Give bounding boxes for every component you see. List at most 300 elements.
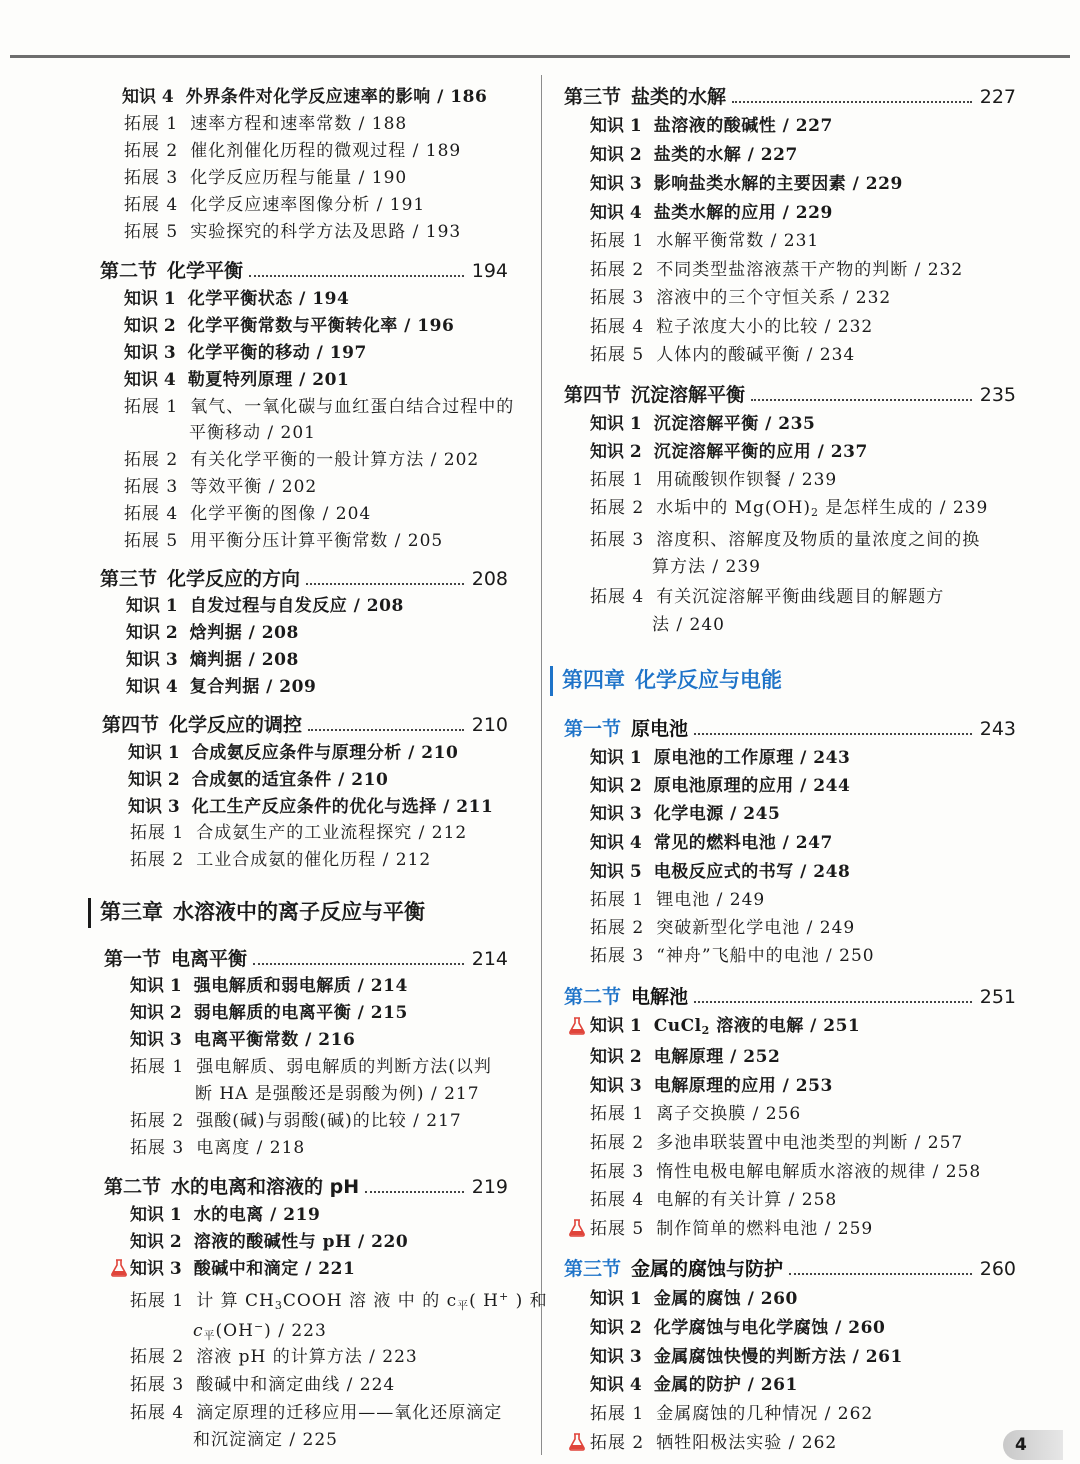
entry-title: “神舟”飞船中的电池 / 250 — [656, 946, 875, 966]
toc-entry[interactable] — [130, 1258, 355, 1280]
entry-label: 知识 2 — [128, 770, 180, 790]
toc-entry[interactable] — [124, 449, 479, 471]
toc-entry[interactable] — [124, 369, 349, 391]
entry-label: 拓展 5 — [590, 345, 645, 365]
entry-label: 拓展 3 — [590, 530, 645, 550]
toc-entry[interactable] — [130, 822, 467, 844]
entry-title: 多池串联装置中电池类型的判断 / 257 — [656, 1133, 964, 1153]
section-page: 235 — [979, 384, 1016, 406]
section-title: 原电池 — [631, 718, 689, 740]
entry-label: 知识 1 — [590, 116, 642, 136]
entry-title: 电解原理 / 252 — [653, 1047, 781, 1067]
entry-title: 水的电离 / 219 — [193, 1205, 321, 1225]
toc-entry[interactable] — [590, 1432, 837, 1454]
entry-title: 催化剂催化历程的微观过程 / 189 — [190, 141, 462, 161]
entry-title: 强电解质和弱电解质 / 214 — [193, 976, 408, 996]
flask-icon — [568, 1433, 586, 1451]
toc-entry[interactable] — [590, 1403, 873, 1425]
entry-title: 溶液 pH 的计算方法 / 223 — [196, 1347, 418, 1367]
entry-title: 化学反应速率图像分析 / 191 — [190, 195, 426, 215]
formula-part: c — [193, 1321, 204, 1341]
entry-title: 溶液的酸碱性与 pH / 220 — [193, 1232, 409, 1252]
entry-label: 拓展 3 — [124, 477, 179, 497]
entry-title: 复合判据 / 209 — [189, 677, 317, 697]
toc-entry[interactable] — [130, 1374, 395, 1396]
toc-entry[interactable] — [590, 115, 833, 137]
entry-label: 拓展 1 — [590, 890, 645, 910]
toc-entry[interactable] — [590, 413, 815, 435]
toc-entry[interactable] — [590, 144, 798, 166]
entry-title: 用平衡分压计算平衡常数 / 205 — [190, 531, 444, 551]
entry-title: 用硫酸钡作钡餐 / 239 — [656, 470, 838, 490]
entry-title: 外界条件对化学反应速率的影响 / 186 — [185, 87, 488, 107]
entry-label: 知识 1 — [124, 289, 176, 309]
entry-label: 拓展 2 — [590, 1133, 645, 1153]
leader-dots — [732, 101, 972, 103]
chapter-heading[interactable] — [550, 666, 782, 694]
toc-entry[interactable] — [590, 1374, 798, 1396]
toc-entry[interactable] — [590, 230, 819, 252]
entry-label: 知识 2 — [130, 1003, 182, 1023]
entry-label: 拓展 1 — [590, 1104, 645, 1124]
section-title: 盐类的水解 — [631, 86, 727, 108]
entry-title: 强电解质、弱电解质的判断方法(以判 — [196, 1057, 492, 1077]
entry-label: 知识 3 — [130, 1030, 182, 1050]
entry-label: 知识 3 — [590, 804, 642, 824]
formula-part: ) 和 — [509, 1291, 548, 1311]
entry-title: 化学腐蚀与电化学腐蚀 / 260 — [653, 1318, 886, 1338]
toc-entry[interactable] — [128, 769, 388, 791]
entry-title: 氧气、一氧化碳与血红蛋白结合过程中的 — [190, 397, 515, 417]
section-heading[interactable] — [100, 258, 508, 284]
entry-label: 拓展 4 — [590, 587, 645, 607]
toc-entry[interactable] — [124, 221, 461, 243]
entry-label: 拓展 5 — [124, 222, 179, 242]
toc-entry[interactable] — [590, 497, 988, 524]
entry-title: 盐类水解的应用 / 229 — [653, 203, 833, 223]
entry-title: 酸碱中和滴定曲线 / 224 — [196, 1375, 396, 1395]
section-title: 化学反应的调控 — [169, 714, 303, 736]
toc-entry[interactable] — [124, 113, 407, 135]
toc-entry[interactable] — [590, 1132, 963, 1154]
entry-label: 拓展 2 — [124, 450, 179, 470]
section-title: 化学平衡 — [167, 260, 244, 282]
toc-entry[interactable] — [126, 622, 299, 644]
leader-dots — [365, 1191, 464, 1193]
toc-entry[interactable] — [590, 259, 963, 281]
toc-entry[interactable] — [590, 586, 944, 608]
toc-entry[interactable] — [590, 1288, 798, 1310]
entry-label: 知识 1 — [130, 976, 182, 996]
entry-label: 拓展 1 — [590, 231, 645, 251]
toc-entry-continuation — [652, 556, 761, 578]
entry-title: 合成氨生产的工业流程探究 / 212 — [196, 823, 468, 843]
entry-label: 拓展 1 — [130, 1057, 185, 1077]
entry-label: 知识 1 — [590, 414, 642, 434]
entry-label: 拓展 1 — [590, 1404, 645, 1424]
toc-entry[interactable] — [590, 889, 765, 911]
entry-title — [193, 1321, 327, 1341]
toc-entry[interactable] — [130, 849, 431, 871]
toc-entry[interactable] — [126, 649, 299, 671]
toc-entry[interactable] — [590, 1046, 780, 1068]
section-heading[interactable] — [102, 712, 508, 738]
entry-label: 拓展 3 — [590, 1162, 645, 1182]
entry-label: 拓展 5 — [590, 1219, 645, 1239]
toc-entry[interactable] — [590, 1346, 903, 1368]
flask-icon — [568, 1017, 586, 1035]
entry-label: 知识 3 — [128, 797, 180, 817]
toc-entry[interactable] — [590, 316, 873, 338]
section-page: 194 — [471, 260, 508, 282]
entry-title: 常见的燃料电池 / 247 — [653, 833, 833, 853]
entry-label: 知识 3 — [124, 343, 176, 363]
formula-part: (OH — [215, 1321, 254, 1341]
toc-entry[interactable] — [590, 1317, 885, 1339]
entry-label: 拓展 3 — [130, 1138, 185, 1158]
toc-entry[interactable] — [590, 469, 837, 491]
leader-dots — [308, 729, 464, 731]
entry-title: 算方法 / 239 — [652, 557, 761, 577]
entry-label: 拓展 3 — [130, 1375, 185, 1395]
entry-title: 化学反应历程与能量 / 190 — [190, 168, 408, 188]
toc-entry[interactable] — [128, 796, 493, 818]
entry-title: 平衡移动 / 201 — [189, 423, 316, 443]
leader-dots — [694, 733, 972, 735]
entry-label: 知识 2 — [590, 1047, 642, 1067]
formula-part: 是怎样生成的 / 239 — [818, 498, 989, 518]
entry-title: 有关化学平衡的一般计算方法 / 202 — [190, 450, 480, 470]
toc-entry[interactable] — [130, 1137, 305, 1159]
entry-title: 化学平衡的图像 / 204 — [190, 504, 372, 524]
entry-title: 断 HA 是强酸还是弱酸为例) / 217 — [195, 1084, 480, 1104]
entry-label: 知识 2 — [590, 776, 642, 796]
toc-entry[interactable] — [590, 1161, 981, 1183]
entry-title: 熵判据 / 208 — [189, 650, 299, 670]
leader-dots — [751, 399, 972, 401]
entry-title: 离子交换膜 / 256 — [656, 1104, 802, 1124]
section-name: 第二节 — [100, 260, 158, 282]
toc-entry[interactable] — [124, 167, 407, 189]
entry-label: 拓展 2 — [130, 850, 185, 870]
chapter-title: 水溶液中的离子反应与平衡 — [173, 900, 425, 924]
subscript: 2 — [701, 1024, 710, 1037]
toc-entry[interactable] — [130, 1231, 408, 1253]
entry-title: 电解的有关计算 / 258 — [656, 1190, 838, 1210]
entry-title: 工业合成氨的催化历程 / 212 — [196, 850, 432, 870]
entry-label: 知识 2 — [126, 623, 178, 643]
entry-label: 知识 3 — [590, 174, 642, 194]
entry-title: 溶度积、溶解度及物质的量浓度之间的换 — [656, 530, 981, 550]
entry-title: 化学电源 / 245 — [653, 804, 781, 824]
entry-label: 知识 1 — [590, 748, 642, 768]
subscript: 平 — [457, 1299, 470, 1312]
section-name: 第四节 — [564, 384, 622, 406]
toc-entry[interactable] — [590, 747, 850, 769]
entry-title — [656, 498, 988, 518]
entry-title: 盐类的水解 / 227 — [653, 145, 798, 165]
section-heading[interactable] — [564, 716, 1016, 742]
formula-part: CuCl — [653, 1016, 702, 1036]
entry-title: 制作简单的燃料电池 / 259 — [656, 1219, 874, 1239]
toc-entry[interactable] — [126, 676, 316, 698]
leader-dots — [789, 1273, 972, 1275]
entry-label: 拓展 2 — [124, 141, 179, 161]
toc-entry[interactable] — [124, 194, 425, 216]
entry-label: 知识 2 — [590, 1318, 642, 1338]
entry-label: 知识 1 — [130, 1205, 182, 1225]
entry-label: 知识 4 — [126, 677, 178, 697]
entry-title: 电离平衡常数 / 216 — [193, 1030, 356, 1050]
formula-part: 水垢中的 Mg(OH) — [656, 498, 811, 518]
leader-dots — [694, 1001, 972, 1003]
section-name: 第四节 — [102, 714, 160, 736]
entry-label: 知识 2 — [124, 316, 176, 336]
toc-entry[interactable] — [590, 861, 850, 883]
toc-entry[interactable] — [128, 742, 458, 764]
subscript: 3 — [274, 1299, 283, 1312]
toc-entry[interactable] — [590, 529, 980, 551]
entry-label: 拓展 3 — [124, 168, 179, 188]
formula-part: 溶液的电解 / 251 — [709, 1016, 861, 1036]
entry-label: 知识 2 — [590, 442, 642, 462]
entry-label: 拓展 2 — [590, 918, 645, 938]
entry-label: 知识 3 — [130, 1259, 182, 1279]
entry-label: 拓展 3 — [590, 288, 645, 308]
section-page: 210 — [471, 714, 508, 736]
entry-label: 知识 1 — [590, 1016, 642, 1036]
section-name: 第一节 — [564, 718, 622, 740]
flask-icon — [568, 1219, 586, 1237]
entry-title: 金属腐蚀快慢的判断方法 / 261 — [653, 1347, 903, 1367]
entry-title: 化工生产反应条件的优化与选择 / 211 — [191, 797, 494, 817]
toc-entry-continuation — [189, 422, 316, 444]
entry-title: 金属腐蚀的几种情况 / 262 — [656, 1404, 874, 1424]
toc-entry[interactable] — [130, 1286, 548, 1317]
subscript: 平 — [203, 1329, 216, 1342]
entry-title: 惰性电极电解电解质水溶液的规律 / 258 — [656, 1162, 982, 1182]
toc-entry[interactable] — [590, 803, 780, 825]
toc-entry[interactable] — [124, 396, 514, 418]
entry-label: 知识 4 — [122, 87, 174, 107]
entry-label: 知识 5 — [590, 862, 642, 882]
section-heading[interactable] — [564, 1256, 1016, 1282]
toc-entry[interactable] — [590, 832, 833, 854]
entry-title: 焓判据 / 208 — [189, 623, 299, 643]
section-heading[interactable] — [100, 566, 508, 592]
entry-label: 拓展 2 — [590, 1433, 645, 1453]
chapter-name: 第三章 — [100, 900, 163, 924]
section-page: 243 — [979, 718, 1016, 740]
column-divider — [541, 75, 542, 1455]
entry-label: 拓展 4 — [124, 504, 179, 524]
toc-entry[interactable] — [124, 315, 454, 337]
section-page: 227 — [979, 86, 1016, 108]
entry-title: 盐溶液的酸碱性 / 227 — [653, 116, 833, 136]
toc-entry[interactable] — [124, 342, 367, 364]
entry-label: 知识 4 — [590, 833, 642, 853]
section-heading[interactable] — [564, 84, 1016, 110]
toc-entry[interactable] — [590, 202, 833, 224]
entry-label: 拓展 2 — [130, 1111, 185, 1131]
chapter-heading[interactable] — [88, 898, 425, 926]
formula-part: ( H — [469, 1291, 499, 1311]
toc-entry[interactable] — [590, 1103, 801, 1125]
entry-label: 拓展 2 — [590, 498, 645, 518]
toc-entry[interactable] — [590, 1075, 833, 1097]
entry-title: 酸碱中和滴定 / 221 — [193, 1259, 356, 1279]
toc-entry[interactable] — [590, 945, 875, 967]
entry-title: 和沉淀滴定 / 225 — [193, 1430, 338, 1450]
toc-entry[interactable] — [130, 1110, 462, 1132]
entry-title: 化学平衡的移动 / 197 — [187, 343, 367, 363]
entry-title: 牺牲阳极法实验 / 262 — [656, 1433, 838, 1453]
toc-entry[interactable] — [122, 86, 487, 108]
toc-entry[interactable] — [124, 140, 461, 162]
superscript: + — [499, 1290, 510, 1303]
toc-entry[interactable] — [590, 441, 868, 463]
toc-entry[interactable] — [130, 1346, 418, 1368]
entry-label: 知识 3 — [126, 650, 178, 670]
page-number-badge — [1003, 1430, 1063, 1460]
leader-dots — [249, 275, 464, 277]
toc-entry[interactable] — [130, 975, 408, 997]
subscript: 2 — [810, 506, 819, 519]
entry-title: 强酸(碱)与弱酸(碱)的比较 / 217 — [196, 1111, 462, 1131]
entry-label: 拓展 2 — [590, 260, 645, 280]
section-name: 第三节 — [100, 568, 158, 590]
entry-title: 自发过程与自发反应 / 208 — [189, 596, 404, 616]
entry-title: 电离度 / 218 — [196, 1138, 306, 1158]
entry-title: 合成氨反应条件与原理分析 / 210 — [191, 743, 459, 763]
entry-label: 拓展 1 — [124, 397, 179, 417]
toc-entry[interactable] — [124, 530, 443, 552]
section-page: 208 — [471, 568, 508, 590]
toc-entry[interactable] — [130, 1204, 320, 1226]
section-name: 第二节 — [564, 986, 622, 1008]
entry-label: 拓展 2 — [130, 1347, 185, 1367]
section-page: 251 — [979, 986, 1016, 1008]
entry-label: 拓展 4 — [590, 1190, 645, 1210]
toc-entry[interactable] — [124, 476, 317, 498]
toc-entry[interactable] — [130, 1002, 408, 1024]
entry-title — [196, 1291, 547, 1311]
toc-entry[interactable] — [124, 288, 349, 310]
formula-part: COOH 溶 液 中 的 c — [282, 1291, 458, 1311]
section-title: 沉淀溶解平衡 — [631, 384, 746, 406]
section-heading[interactable] — [104, 946, 508, 972]
formula-part: 计 算 CH — [196, 1291, 275, 1311]
toc-entry[interactable] — [130, 1402, 502, 1424]
top-rule — [10, 55, 1070, 58]
section-title: 电离平衡 — [171, 948, 248, 970]
entry-title: 化学平衡状态 / 194 — [187, 289, 350, 309]
flask-icon — [110, 1259, 128, 1277]
leader-dots — [306, 583, 464, 585]
entry-label: 知识 2 — [590, 145, 642, 165]
entry-title: 沉淀溶解平衡的应用 / 237 — [653, 442, 868, 462]
entry-label: 知识 3 — [590, 1347, 642, 1367]
toc-entry[interactable] — [590, 917, 855, 939]
section-name: 第三节 — [564, 1258, 622, 1280]
section-title: 金属的腐蚀与防护 — [631, 1258, 784, 1280]
entry-label: 拓展 1 — [130, 1291, 185, 1311]
toc-entry[interactable] — [130, 1056, 492, 1078]
toc-entry[interactable] — [590, 1189, 837, 1211]
toc-entry[interactable] — [124, 503, 371, 525]
entry-title: 沉淀溶解平衡 / 235 — [653, 414, 816, 434]
entry-title: 电解原理的应用 / 253 — [653, 1076, 833, 1096]
entry-label: 知识 1 — [128, 743, 180, 763]
section-heading[interactable] — [564, 382, 1016, 408]
formula-part: ) / 223 — [264, 1321, 327, 1341]
toc-entry[interactable] — [590, 775, 850, 797]
entry-title: 滴定原理的迁移应用——氧化还原滴定 — [196, 1403, 503, 1423]
entry-title: 水解平衡常数 / 231 — [656, 231, 820, 251]
chapter-name: 第四章 — [562, 668, 625, 692]
section-page: 219 — [471, 1176, 508, 1198]
toc-entry[interactable] — [590, 173, 903, 195]
entry-title: 有关沉淀溶解平衡曲线题目的解题方 — [656, 587, 945, 607]
entry-title: 人体内的酸碱平衡 / 234 — [656, 345, 856, 365]
leader-dots — [253, 963, 464, 965]
entry-title: 实验探究的科学方法及思路 / 193 — [190, 222, 462, 242]
entry-title: 弱电解质的电离平衡 / 215 — [193, 1003, 408, 1023]
section-page: 214 — [471, 948, 508, 970]
section-heading[interactable] — [104, 1174, 508, 1200]
entry-title: 粒子浓度大小的比较 / 232 — [656, 317, 874, 337]
entry-title: 合成氨的适宜条件 / 210 — [191, 770, 389, 790]
section-page: 260 — [979, 1258, 1016, 1280]
toc-entry[interactable] — [590, 1015, 860, 1042]
entry-title: 溶液中的三个守恒关系 / 232 — [656, 288, 892, 308]
entry-label: 知识 4 — [124, 370, 176, 390]
section-title: 化学反应的方向 — [167, 568, 301, 590]
toc-entry[interactable] — [130, 1029, 355, 1051]
toc-entry[interactable] — [590, 1218, 873, 1240]
entry-label: 拓展 1 — [124, 114, 179, 134]
section-title: 水的电离和溶液的 pH — [171, 1176, 360, 1198]
toc-entry[interactable] — [590, 287, 891, 309]
entry-title — [654, 1016, 861, 1036]
entry-title: 原电池原理的应用 / 244 — [653, 776, 851, 796]
entry-title: 勒夏特列原理 / 201 — [187, 370, 350, 390]
chapter-title: 化学反应与电能 — [635, 668, 782, 692]
section-title: 电解池 — [631, 986, 689, 1008]
entry-title: 原电池的工作原理 / 243 — [653, 748, 851, 768]
entry-label: 知识 4 — [590, 203, 642, 223]
entry-label: 知识 3 — [590, 1076, 642, 1096]
toc-entry[interactable] — [590, 344, 855, 366]
entry-label: 拓展 4 — [130, 1403, 185, 1423]
entry-title: 化学平衡常数与平衡转化率 / 196 — [187, 316, 455, 336]
entry-title: 速率方程和速率常数 / 188 — [190, 114, 408, 134]
toc-entry-continuation — [193, 1316, 327, 1347]
toc-entry[interactable] — [126, 595, 404, 617]
entry-label: 拓展 4 — [590, 317, 645, 337]
page-number: 4 — [1015, 1435, 1027, 1455]
entry-title: 锂电池 / 249 — [656, 890, 766, 910]
entry-title: 影响盐类水解的主要因素 / 229 — [653, 174, 903, 194]
toc-entry-continuation — [652, 614, 725, 636]
entry-title: 不同类型盐溶液蒸干产物的判断 / 232 — [656, 260, 964, 280]
section-name: 第一节 — [104, 948, 162, 970]
toc-entry-continuation — [195, 1083, 480, 1105]
entry-label: 拓展 1 — [130, 823, 185, 843]
entry-label: 拓展 4 — [124, 195, 179, 215]
entry-label: 知识 1 — [590, 1289, 642, 1309]
section-heading[interactable] — [564, 984, 1016, 1010]
